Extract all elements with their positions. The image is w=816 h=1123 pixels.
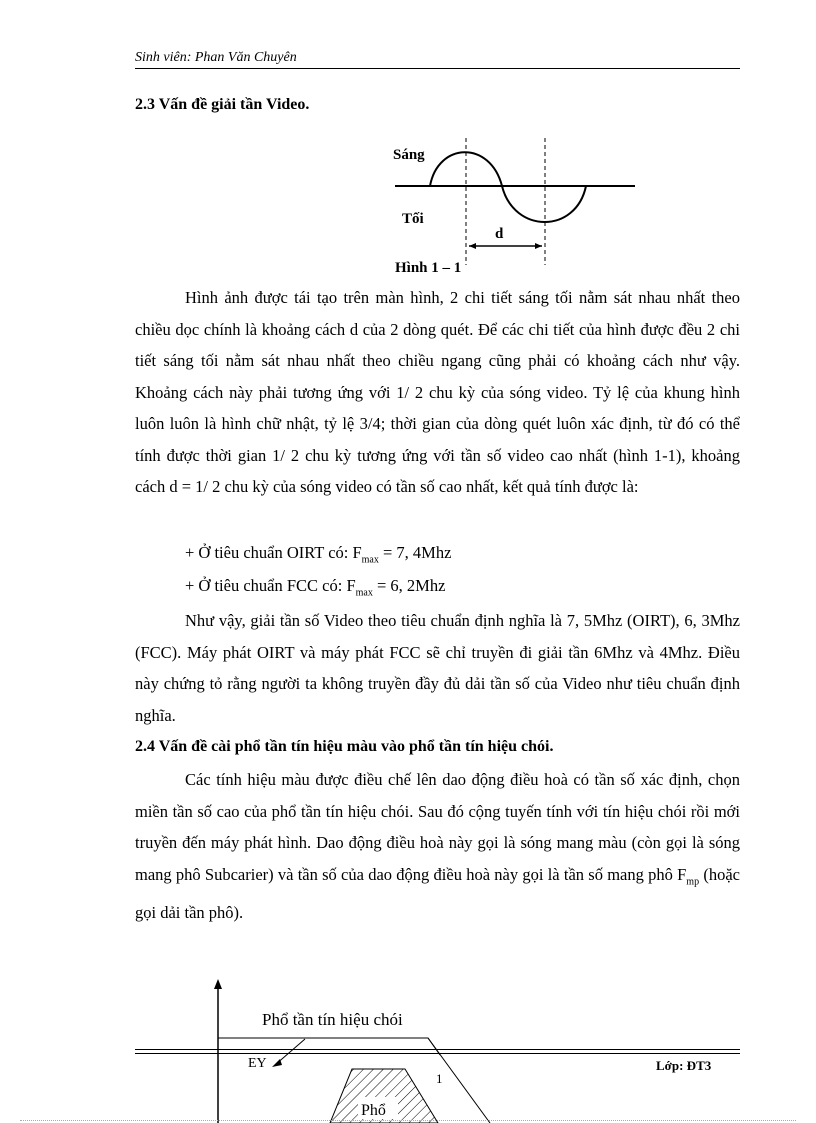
page-marker: 1 bbox=[436, 1071, 443, 1086]
footer-rule-top bbox=[135, 1049, 740, 1050]
paragraph-standards: Như vậy, giải tần số Video theo tiêu chuẩn định nghĩa là 7, 5Mhz (OIRT), 6, 3Mhz (FCC). Máy phát OIRT và máy phát FCC sẽ chỉ truyền đi giải tần 6Mhz và 4Mhz. Điều này chứng tỏ rằng người ta không truyền đầy đủ dải tần số của Video như tiêu chuẩn định nghĩa. bbox=[135, 611, 740, 725]
bullet-fcc: + Ở tiêu chuẩn FCC có: $F_{max} = 6$, 2Mhz bbox=[185, 576, 446, 599]
header-rule bbox=[135, 68, 740, 69]
page-edge bbox=[20, 1120, 796, 1121]
label-d: d bbox=[495, 226, 504, 242]
figure-1-1 bbox=[380, 130, 650, 280]
figure-caption: Hình 1 – 1 bbox=[395, 260, 462, 276]
paragraph-video-band: Hình ảnh được tái tạo trên màn hình, 2 chi tiết sáng tối nằm sát nhau nhất theo chiều dọc chính là khoảng cách d của 2 dòng quét. Để các chi tiết của hình được đều 2 chi tiết sáng tối nằm sát nhau nhất theo chiều ngang cũng phải có khoảng cách như vậy. Khoảng cách này phải tương ứng với 1/ 2 chu kỳ của sóng video. Tỷ lệ của khung hình luôn luôn là hình chữ nhật, tỷ lệ 3/4; thời gian của dòng quét luôn xác định, từ đó có thể tính được thời gian 1/ 2 chu kỳ tương ứng với tần số video cao nhất (hình 1-1), khoảng cách d = 1/ 2 chu kỳ của sóng video có tần số cao nhất, kết quả tính được là: bbox=[135, 288, 740, 496]
label-ey: EY bbox=[248, 1056, 267, 1071]
bullet-oirt: + Ở tiêu chuẩn OIRT có: $F_{max} = 7$, 4Mhz bbox=[185, 543, 452, 566]
label-dark: Tối bbox=[402, 211, 424, 227]
d-arrow-head-right bbox=[535, 243, 542, 249]
paragraph-subcarrier: Các tính hiệu màu được điều chế lên dao động điều hoà có tần số xác định, chọn miền tần số cao của phổ tần tín hiệu chói. Sau đó cộng tuyến tính với tín hiệu chói rồi mới truyền đến máy phát hình. Dao động điều hoà này gọi là sóng mang màu (còn gọi là sóng mang phô Subcarier) và tần số của dao động điều hoà này gọi là tần số mang phô $F_{mp}$ (hoặc gọi dải tần phô). bbox=[135, 770, 740, 923]
label-luma-spectrum: Phổ tần tín hiệu chói bbox=[262, 1010, 403, 1029]
y-axis-arrow bbox=[214, 979, 222, 989]
label-bright: Sáng bbox=[393, 147, 425, 163]
section-heading-2-3: 2.3 Vấn đề giải tần Video. bbox=[135, 96, 310, 113]
sine-wave bbox=[430, 152, 586, 222]
label-chroma: Phổ bbox=[361, 1102, 386, 1119]
header-student: Sinh viên: Phan Văn Chuyên bbox=[135, 50, 297, 65]
section-heading-2-4: 2.4 Vấn đề cài phổ tần tín hiệu màu vào phổ tần tín hiệu chói. bbox=[135, 738, 554, 755]
footer-rule-bottom bbox=[135, 1053, 740, 1054]
footer-class: Lớp: ĐT3 bbox=[656, 1058, 712, 1073]
d-arrow-head-left bbox=[469, 243, 476, 249]
